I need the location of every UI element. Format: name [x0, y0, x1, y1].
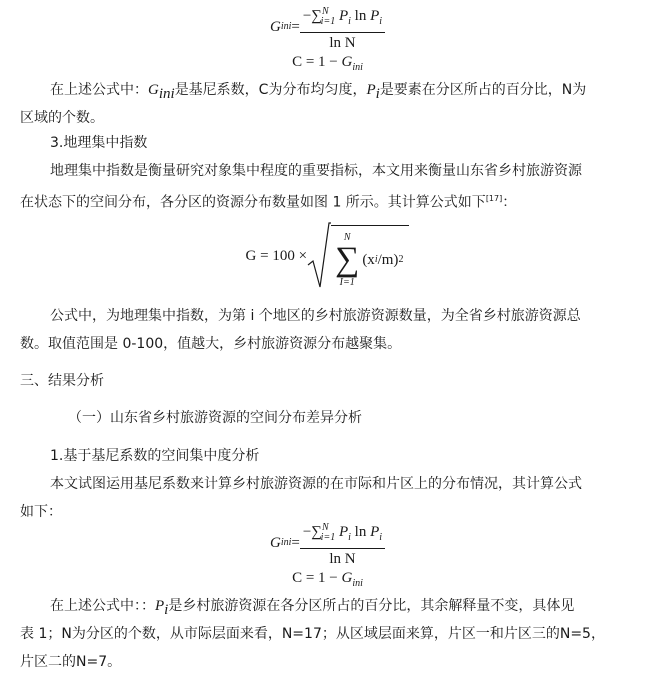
sum-lower: I=1 [339, 276, 355, 288]
summation [335, 232, 359, 288]
text-line: 本文试图运用基尼系数来计算乡村旅游资源的在市际和片区上的分布情况，其计算公式 [50, 476, 582, 492]
formula-numerator [300, 3, 385, 33]
formula-lhs-sub: ini [280, 537, 292, 548]
formula-denominator: ln N [329, 34, 356, 51]
paragraph-gini-explanation [20, 76, 640, 132]
paragraph-gini-variables [20, 592, 640, 676]
formula2-exponent: 2 [398, 253, 404, 265]
formula-line2-var: G [341, 570, 353, 586]
numerator-sub2: i [379, 531, 383, 543]
heading-geo-concentration: 3.地理集中指数 [50, 135, 148, 151]
text-line: 公式中，为地理集中指数，为第 i 个地区的乡村旅游资源数量，为全省乡村旅游资源总 [50, 308, 581, 324]
text-span: 在上述公式中：： [50, 598, 155, 614]
sum-upper: N [322, 521, 329, 533]
gini-formula-top [0, 4, 655, 74]
text-line: 表 1；N为分区的个数，从市际层面来看，N=17；从区域层面来算，片区一和片区三的N=5， [20, 626, 605, 642]
formula-denominator: ln N [329, 550, 356, 567]
formula-numerator [300, 519, 385, 549]
numerator-var: P [338, 7, 349, 24]
var-p: P [155, 598, 165, 614]
sqrt [307, 221, 409, 291]
section-heading-results: 三、结果分析 [20, 373, 104, 389]
citation: [17] [485, 194, 503, 203]
gini-formula-bottom [0, 520, 655, 590]
formula-equals: = [291, 19, 300, 35]
formula-lhs: G [269, 19, 281, 35]
formula-line2-prefix: C = 1 − [292, 54, 342, 70]
radical-sign [307, 221, 331, 291]
numerator-var2: P [370, 523, 380, 540]
numerator-sub: i [348, 15, 351, 27]
formula-fraction [300, 3, 385, 52]
formula2-lhs: G = 100 × [245, 248, 308, 264]
sigma-symbol: ∑ [335, 240, 360, 278]
sqrt-body [331, 225, 409, 290]
text-span: 是要素在分区所占的百分比，N为 [379, 82, 587, 98]
var-p-sub: i [375, 85, 380, 102]
heading-gini-analysis: 1.基于基尼系数的空间集中度分析 [50, 448, 260, 464]
numerator-sub: i [348, 531, 351, 543]
formula-line2-sub: ini [352, 578, 363, 589]
var-p: P [366, 82, 376, 98]
formula-line2-prefix: C = 1 − [292, 570, 342, 586]
formula-equals: = [291, 535, 300, 551]
var-p-sub: i [164, 601, 169, 618]
formula2-rest: /m) [377, 251, 399, 268]
formula2-body: (x [362, 251, 375, 268]
text-line: 地理集中指数是衡量研究对象集中程度的重要指标，本文用来衡量山东省乡村旅游资源 [50, 163, 582, 179]
sum-lower: i=1 [320, 15, 336, 27]
text-span: 在状态下的空间分布，各分区的资源分布数量如图 1 所示。其计算公式如下 [20, 194, 486, 211]
geo-concentration-formula [0, 214, 655, 298]
numerator-sub2: i [379, 15, 383, 27]
text-span: 在上述公式中： [50, 82, 148, 98]
sum-symbol: −∑ [302, 7, 322, 24]
subsection-heading: （一）山东省乡村旅游资源的空间分布差异分析 [68, 410, 362, 426]
text-line: 区域的个数。 [20, 110, 104, 126]
numerator-ln: ln [350, 523, 371, 540]
sum-upper: N [322, 5, 329, 17]
formula-fraction [300, 519, 385, 568]
paragraph-formula-explanation [20, 302, 640, 358]
sum-symbol: −∑ [302, 523, 322, 540]
sum-lower: i=1 [320, 531, 336, 543]
formula-lhs-sub: ini [280, 21, 292, 32]
var-g: G [148, 82, 159, 98]
text-line: 如下： [20, 504, 62, 520]
text-line: 数。取值范围是 0-100，值越大，乡村旅游资源分布越聚集。 [20, 336, 402, 352]
formula-line2-sub: ini [352, 62, 363, 73]
numerator-var2: P [370, 7, 380, 24]
numerator-ln: ln [350, 7, 371, 24]
formula-lhs: G [269, 535, 281, 551]
var-g-sub: ini [158, 85, 175, 102]
formula-line2-var: G [341, 54, 353, 70]
text-line: 片区二的N=7。 [20, 654, 122, 670]
formula2-sub: i [374, 253, 378, 265]
numerator-var: P [338, 523, 349, 540]
text-span: 是基尼系数，C为分布均匀度， [174, 82, 367, 98]
text-span: ： [502, 194, 517, 211]
paragraph-geo-concentration [20, 157, 640, 213]
sum-upper: N [343, 231, 351, 243]
text-span: 是乡村旅游资源在各分区所占的百分比，其余解释量不变，具体见 [168, 598, 575, 614]
